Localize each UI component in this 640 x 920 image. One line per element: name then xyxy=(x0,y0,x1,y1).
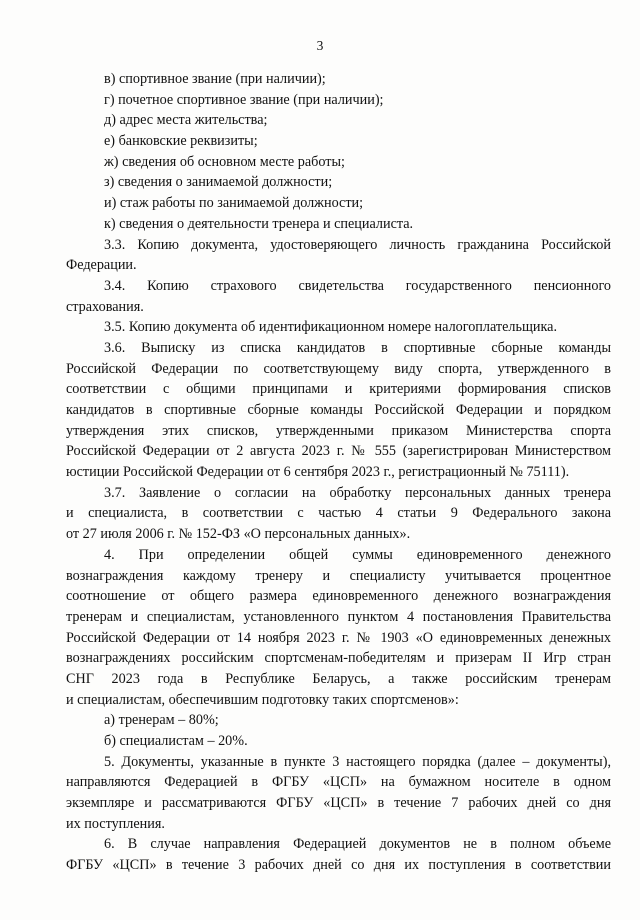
list-item-item-i xyxy=(66,193,611,214)
text-line: 3.7. Заявление о согласии на обработку персональных данных тренера xyxy=(104,484,611,501)
text-line: 4. При определении общей суммы единовременного денежного xyxy=(104,546,611,563)
text-line: вознаграждениях российским спортсменам-победителям и призерам II Игр стран xyxy=(66,650,611,667)
text-line: и) стаж работы по занимаемой должности; xyxy=(104,195,364,212)
text-line: ж) сведения об основном месте работы; xyxy=(104,153,345,170)
text-line: юстиции Российской Федерации от 6 сентября 2023 г., регистрационный № 75111). xyxy=(66,464,570,481)
paragraph-clause-3-3 xyxy=(66,235,611,276)
text-line: ФГБУ «ЦСП» в течение 3 рабочих дней со дня их поступления в соответствии xyxy=(66,857,611,874)
text-line: экземпляре и рассматриваются ФГБУ «ЦСП» в течение 7 рабочих дней со дня xyxy=(66,795,611,812)
paragraph-clause-5 xyxy=(66,752,611,835)
paragraph-clause-3-7 xyxy=(66,483,611,545)
text-line: и специалистам, обеспечившим подготовку таких спортсменов»: xyxy=(66,691,459,708)
text-line: б) специалистам – 20%. xyxy=(104,733,248,749)
text-line: страхования. xyxy=(66,298,144,315)
list-item-item-e xyxy=(66,131,611,152)
text-line: соотношение от общего размера единовременного денежного вознаграждения xyxy=(66,588,611,605)
text-line: е) банковские реквизиты; xyxy=(104,133,258,150)
text-line: кандидатов в спортивные сборные команды Российской Федерации и порядком xyxy=(66,402,611,418)
text-line: вознаграждения каждому тренеру и специалисту учитывается процентное xyxy=(66,567,611,584)
text-line: утверждения этих списков, утвержденными приказом Министерства спорта xyxy=(66,422,611,439)
paragraph-clause-6 xyxy=(66,834,611,875)
page-number: 3 xyxy=(316,38,324,53)
text-line: 3.3. Копию документа, удостоверяющего личность гражданина Российской xyxy=(104,236,611,253)
text-line: Российской Федерации от 2 августа 2023 г. № 555 (зарегистрирован Министерством xyxy=(66,443,611,460)
list-item-clause-4-a xyxy=(66,710,611,731)
paragraph-clause-4 xyxy=(66,545,611,711)
text-line: 3.5. Копию документа об идентификационном номере налогоплательщика. xyxy=(104,319,557,336)
list-item-clause-4-b xyxy=(66,731,611,752)
text-line: Российской Федерации по соответствующему виду спорта, утвержденного в xyxy=(66,360,611,377)
text-line: СНГ 2023 года в Республике Беларусь, а также российским тренерам xyxy=(66,670,611,687)
text-line: а) тренерам – 80%; xyxy=(104,712,219,729)
text-line: тренерам и специалистам, установленного пунктом 4 постановления Правительства xyxy=(66,608,611,625)
text-line: направляются Федерацией в ФГБУ «ЦСП» на бумажном носителе в одном xyxy=(66,774,611,791)
list-item-item-z xyxy=(66,172,611,193)
text-line: и специалиста, в соответствии с частью 4 статьи 9 Федерального закона xyxy=(66,505,611,522)
text-line: соответствии с общими принципами и критериями формирования списков xyxy=(66,381,611,398)
text-line: 3.4. Копию страхового свидетельства государственного пенсионного xyxy=(104,277,611,294)
text-line: в) спортивное звание (при наличии); xyxy=(104,71,326,87)
list-item-item-g xyxy=(66,90,611,111)
text-line: их поступления. xyxy=(66,815,165,832)
text-line: 5. Документы, указанные в пункте 3 настоящего порядка (далее – документы), xyxy=(104,753,611,770)
paragraph-clause-3-5 xyxy=(66,317,611,338)
list-item-item-d xyxy=(66,110,611,131)
text-line: 6. В случае направления Федерацией документов не в полном объеме xyxy=(104,836,611,853)
text-line: з) сведения о занимаемой должности; xyxy=(104,174,333,191)
text-line: Федерации. xyxy=(66,257,137,274)
list-item-item-k xyxy=(66,214,611,235)
list-item-item-zh xyxy=(66,152,611,173)
text-line: 3.6. Выписку из списка кандидатов в спортивные сборные команды xyxy=(104,339,611,356)
document-body xyxy=(66,69,611,876)
list-item-item-v xyxy=(66,69,611,90)
text-line: д) адрес места жительства; xyxy=(104,112,268,129)
text-line: от 27 июля 2006 г. № 152-ФЗ «О персональных данных». xyxy=(66,526,411,543)
text-line: к) сведения о деятельности тренера и специалиста. xyxy=(104,215,414,232)
paragraph-clause-3-6 xyxy=(66,338,611,483)
paragraph-clause-3-4 xyxy=(66,276,611,317)
text-line: г) почетное спортивное звание (при наличии); xyxy=(104,91,384,108)
text-line: Российской Федерации от 14 ноября 2023 г. № 1903 «О единовременных денежных xyxy=(66,629,611,646)
